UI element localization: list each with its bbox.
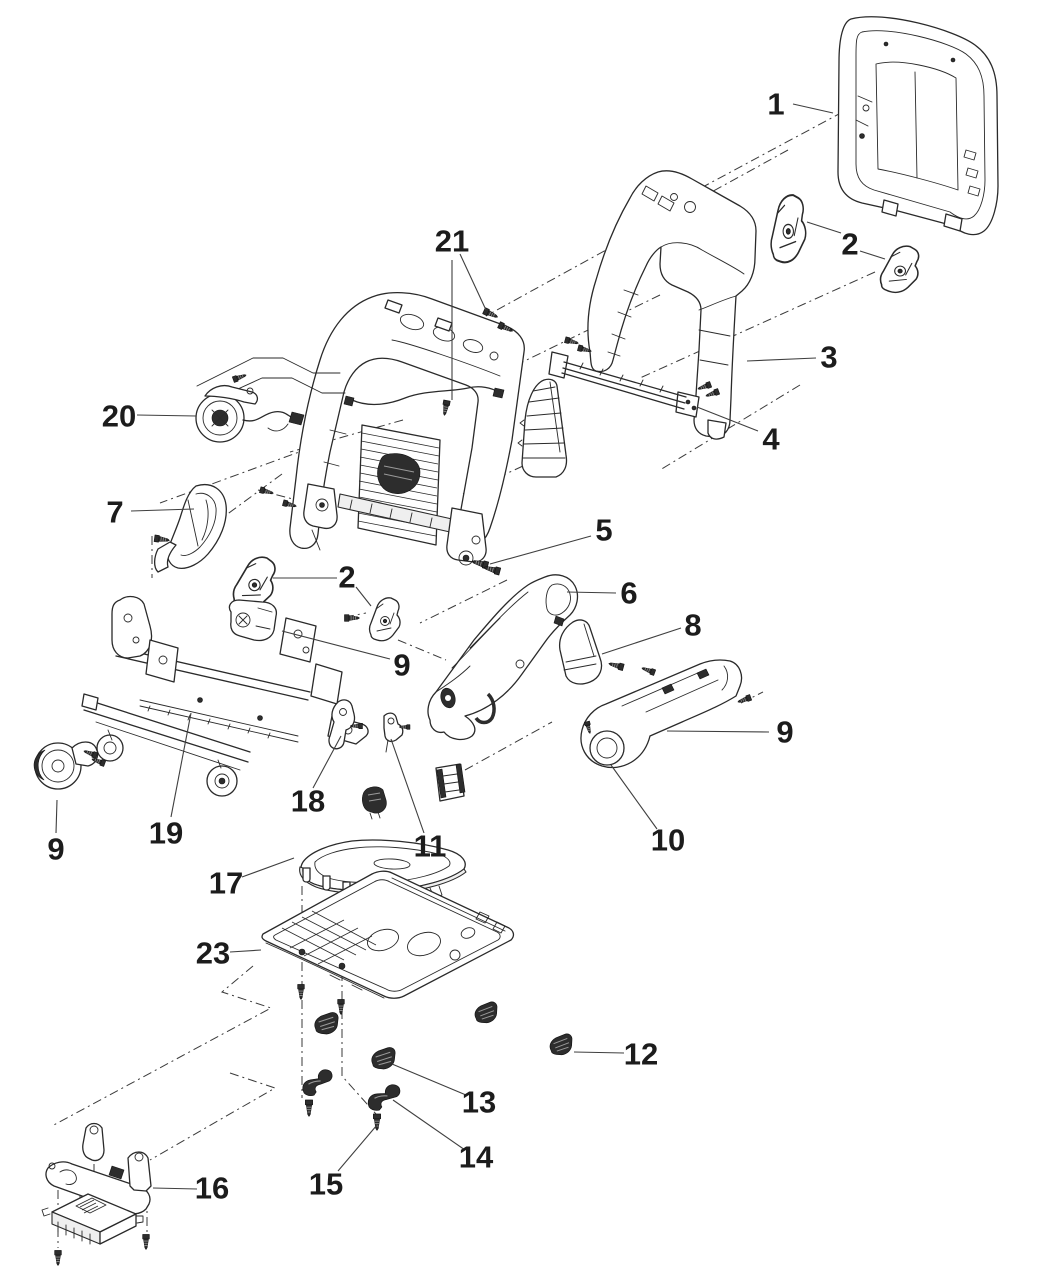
callout-19[interactable] (149, 713, 191, 851)
leader-line (574, 1052, 624, 1053)
callout-5[interactable] (490, 513, 613, 565)
callout-label[interactable]: 9 (393, 647, 411, 683)
callout-label[interactable]: 2 (338, 559, 356, 595)
callout-label[interactable]: 4 (762, 421, 780, 457)
leader-line (667, 731, 769, 732)
leader-line (171, 713, 191, 817)
part-7-side-shield-inner (154, 485, 226, 572)
part-switch (362, 787, 386, 819)
part-connector-module (436, 764, 465, 801)
part-2-bracket-upper-right (879, 244, 921, 294)
part-9-shield-arm (581, 660, 752, 768)
callout-17[interactable] (209, 858, 294, 901)
callout-13[interactable] (392, 1064, 496, 1120)
callout-label[interactable]: 20 (101, 398, 137, 434)
callout-16[interactable] (153, 1171, 229, 1206)
callout-label[interactable]: 23 (195, 935, 231, 971)
part-bolster-mat-wedge (518, 379, 567, 477)
leader-line (747, 358, 816, 361)
part-14-hook (303, 1070, 332, 1096)
leader-line (392, 1064, 466, 1095)
callout-label[interactable]: 18 (290, 783, 326, 819)
callout-label[interactable]: 13 (461, 1084, 497, 1120)
part-1-seat-back-closeout-panel (838, 17, 998, 235)
leader-line (313, 736, 341, 788)
callout-1[interactable] (767, 87, 833, 122)
leader-line (611, 765, 657, 829)
callout-12[interactable] (574, 1037, 658, 1072)
leader-line (56, 800, 57, 833)
callout-8[interactable] (602, 608, 702, 655)
callout-label[interactable]: 11 (413, 828, 447, 864)
leader-line (338, 1125, 377, 1171)
callout-9[interactable] (47, 800, 64, 867)
part-9-track-actuator (229, 600, 276, 641)
callout-label[interactable]: 8 (684, 607, 702, 643)
part-14-hook (368, 1083, 401, 1113)
part-9-track-cap (34, 742, 106, 789)
part-19-seat-adjuster (82, 487, 368, 796)
callout-label[interactable]: 21 (434, 223, 470, 259)
part-4-crossbar (549, 337, 720, 417)
leader-line (356, 587, 371, 606)
leader-line (602, 628, 681, 654)
leader-line (490, 536, 591, 564)
leader-line (393, 1100, 465, 1150)
leader-line (793, 104, 833, 113)
part-11-link (384, 713, 410, 752)
callout-label[interactable]: 15 (308, 1166, 344, 1202)
callout-label[interactable]: 16 (194, 1170, 230, 1206)
callout-15[interactable] (309, 1125, 377, 1202)
callout-label[interactable]: 3 (820, 339, 838, 375)
callout-label[interactable]: 5 (595, 512, 613, 548)
leader-line (460, 254, 486, 310)
part-13-clip (371, 1047, 397, 1070)
part-8-shield-cap (560, 620, 625, 684)
leader-line (391, 739, 424, 833)
part-12-clip (474, 1001, 499, 1024)
callout-label[interactable]: 19 (148, 815, 184, 851)
leader-line (137, 415, 196, 416)
callout-label[interactable]: 17 (208, 865, 244, 901)
part-21-seat-back-frame (290, 293, 524, 565)
part-15-screw (305, 1100, 312, 1116)
callout-2[interactable] (807, 222, 885, 262)
leader-line (153, 1188, 197, 1189)
callout-2[interactable] (273, 560, 371, 607)
callout-20[interactable] (102, 399, 196, 434)
callout-label[interactable]: 6 (620, 575, 638, 611)
part-23-cushion-pan (262, 871, 513, 998)
callout-label[interactable]: 9 (47, 831, 65, 867)
part-2-bracket-upper-left (769, 194, 807, 264)
callout-label[interactable]: 12 (623, 1036, 659, 1072)
callout-3[interactable] (747, 340, 838, 375)
part-13-clip (314, 1012, 340, 1035)
callout-23[interactable] (196, 936, 261, 971)
callout-label[interactable]: 14 (458, 1139, 494, 1175)
screw-icon (298, 985, 305, 1000)
part-6-side-shield-outer (428, 575, 577, 740)
leader-line (242, 858, 294, 877)
leader-line (230, 950, 261, 952)
callout-label[interactable]: 1 (767, 86, 785, 122)
callout-label[interactable]: 2 (841, 226, 859, 262)
callout-label[interactable]: 7 (106, 494, 124, 530)
callout-label[interactable]: 10 (650, 822, 686, 858)
screw-icon (55, 1251, 62, 1266)
screw-icon (338, 1000, 345, 1015)
screw-icon (143, 1235, 150, 1250)
leader-line (807, 222, 841, 233)
part-12-clip (549, 1033, 574, 1056)
leader-line (860, 251, 885, 259)
part-2-bracket-mid-right (370, 598, 401, 641)
callout-label[interactable]: 9 (776, 714, 794, 750)
callout-10[interactable] (611, 765, 685, 858)
